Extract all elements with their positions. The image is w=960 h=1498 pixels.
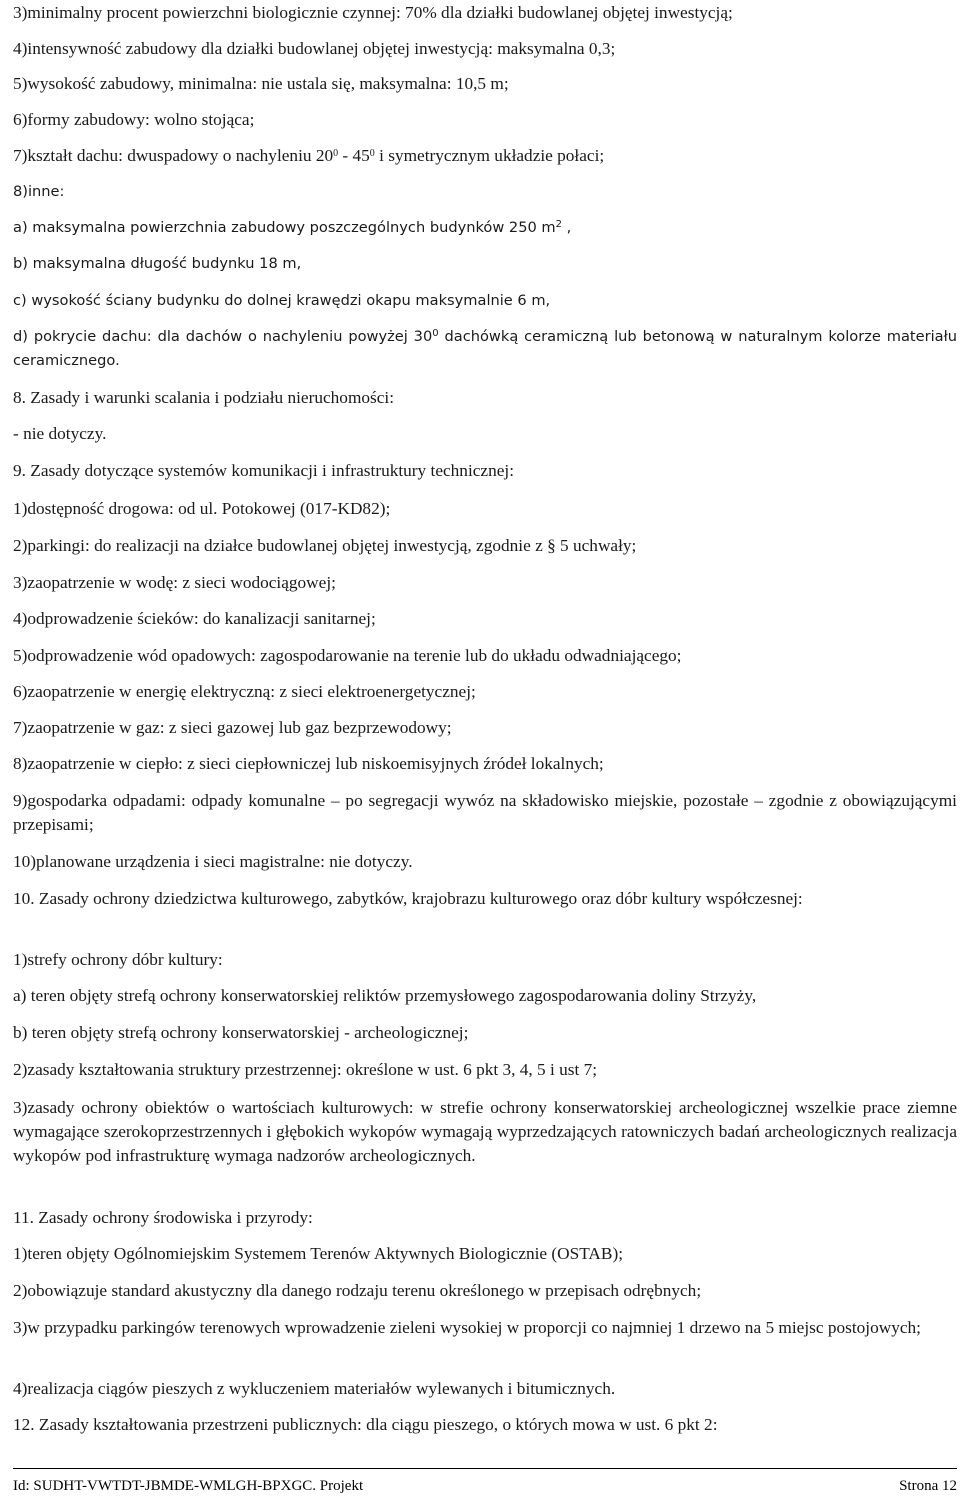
item-8: 8)inne: [13, 183, 65, 200]
section-9-item-2: 2)parkingi: do realizacji na działce budowlanej objętej inwestycją, zgodnie z § 5 uchwały; [13, 536, 637, 555]
section-11-item-4: 4)realizacja ciągów pieszych z wykluczeniem materiałów wylewanych i bitumicznych. [13, 1379, 616, 1398]
item-6: 6)formy zabudowy: wolno stojąca; [13, 110, 255, 129]
section-9-item-5: 5)odprowadzenie wód opadowych: zagospodarowanie na terenie lub do układu odwadniającego; [13, 646, 682, 665]
section-11-item-2: 2)obowiązuje standard akustyczny dla danego rodzaju terenu określonego w przepisach odrębnych; [13, 1281, 702, 1300]
section-10-item-2: 2)zasady kształtowania struktury przestrzennej: określone w ust. 6 pkt 3, 4, 5 i ust 7; [13, 1060, 598, 1079]
section-11-heading: 11. Zasady ochrony środowiska i przyrody: [13, 1208, 313, 1227]
item-4: 4)intensywność zabudowy dla działki budowlanej objętej inwestycją: maksymalna 0,3; [13, 39, 616, 58]
section-10-item-1b: b) teren objęty strefą ochrony konserwatorskiej - archeologicznej; [13, 1023, 469, 1042]
page-number: Strona 12 [899, 1478, 957, 1494]
item-5: 5)wysokość zabudowy, minimalna: nie ustala się, maksymalna: 10,5 m; [13, 74, 509, 93]
section-11-item-1: 1)teren objęty Ogólnomiejskim Systemem Terenów Aktywnych Biologicznie (OSTAB); [13, 1244, 623, 1263]
section-9-heading: 9. Zasady dotyczące systemów komunikacji i infrastruktury technicznej: [13, 461, 514, 480]
item-8d: d) pokrycie dachu: dla dachów o nachyleniu powyżej $30^0$ dachówką ceramiczną lub betonową w naturalnym kolorze materiału ceramicznego. [13, 328, 957, 369]
section-12-heading: 12. Zasady kształtowania przestrzeni publicznych: dla ciągu pieszego, o których mowa w ust. 6 pkt 2: [13, 1415, 718, 1434]
item-8a: a) maksymalna powierzchnia zabudowy poszczególnych budynków 250 $m^2$ , [13, 219, 572, 236]
section-9-item-7: 7)zaopatrzenie w gaz: z sieci gazowej lub gaz bezprzewodowy; [13, 718, 452, 737]
section-9-item-4: 4)odprowadzenie ścieków: do kanalizacji sanitarnej; [13, 609, 376, 628]
section-9-item-8: 8)zaopatrzenie w ciepło: z sieci ciepłowniczej lub niskoemisyjnych źródeł lokalnych; [13, 754, 604, 773]
section-9-item-1: 1)dostępność drogowa: od ul. Potokowej (017-KD82); [13, 499, 391, 518]
section-8-heading: 8. Zasady i warunki scalania i podziału nieruchomości: [13, 388, 395, 407]
section-9-item-9: 9)gospodarka odpadami: odpady komunalne – po segregacji wywóz na składowisko miejskie, pozostałe – zgodnie z obowiązującymi przepisami; [13, 791, 957, 834]
document-id: Id: SUDHT-VWTDT-JBMDE-WMLGH-BPXGC. Projekt [13, 1478, 364, 1494]
item-8b: b) maksymalna długość budynku 18 m, [13, 255, 302, 272]
section-10-item-3: 3)zasady ochrony obiektów o wartościach kulturowych: w strefie ochrony konserwatorskiej archeologicznej wszelkie prace ziemne wymagające szerokoprzestrzennych i głębokich wykopów wymagają wyprzedzających ratowniczych badań archeologicznych realizacja wykopów pod infrastrukturę wymaga nadzorów archeologicznych. [13, 1098, 957, 1165]
section-9-item-3: 3)zaopatrzenie w wodę: z sieci wodociągowej; [13, 573, 336, 592]
item-3: 3)minimalny procent powierzchni biologicznie czynnej: 70% dla działki budowlanej objętej inwestycją; [13, 3, 733, 22]
section-8-item: - nie dotyczy. [13, 424, 107, 443]
section-11-item-3: 3)w przypadku parkingów terenowych wprowadzenie zieleni wysokiej w proporcji co najmniej 1 drzewo na 5 miejsc postojowych; [13, 1318, 921, 1337]
item-8c: c) wysokość ściany budynku do dolnej krawędzi okapu maksymalnie 6 m, [13, 292, 551, 309]
footer-divider [13, 1468, 957, 1469]
item-7: 7)kształt dachu: dwuspadowy o nachyleniu $20^0 - 45^0$ i symetrycznym układzie połaci; [13, 146, 605, 165]
section-10-item-1a: a) teren objęty strefą ochrony konserwatorskiej reliktów przemysłowego zagospodarowania doliny Strzyży, [13, 986, 757, 1005]
section-10-heading: 10. Zasady ochrony dziedzictwa kulturowego, zabytków, krajobrazu kulturowego oraz dóbr kultury współczesnej: [13, 889, 803, 908]
section-10-item-1: 1)strefy ochrony dóbr kultury: [13, 950, 223, 969]
section-9-item-6: 6)zaopatrzenie w energię elektryczną: z sieci elektroenergetycznej; [13, 682, 476, 701]
section-9-item-10: 10)planowane urządzenia i sieci magistralne: nie dotyczy. [13, 852, 413, 871]
